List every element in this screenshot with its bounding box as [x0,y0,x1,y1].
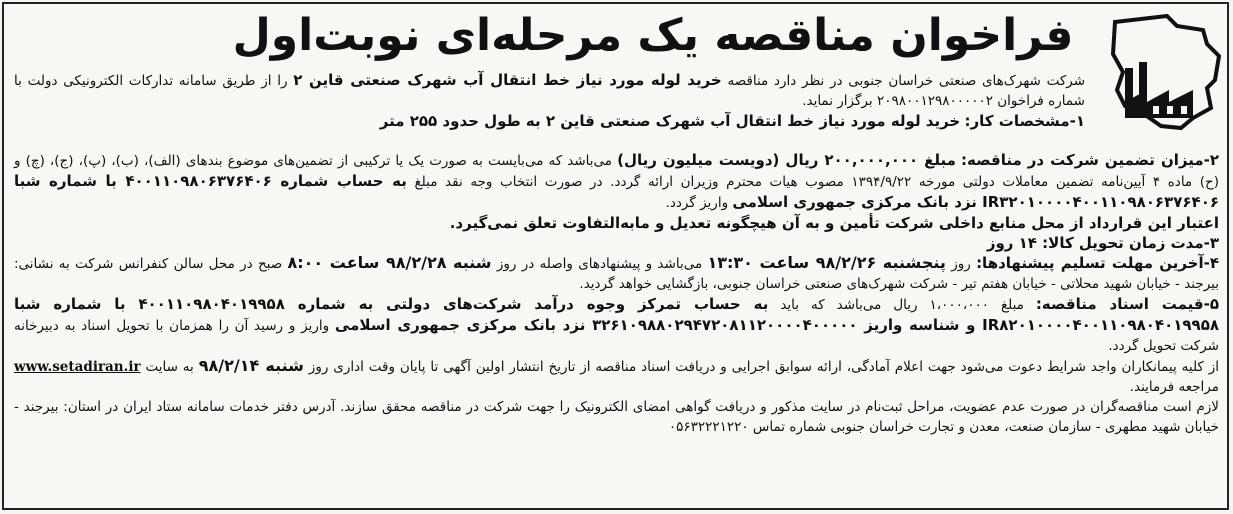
invite-paragraph [14,356,1219,397]
item-4-label: ۴-آخرین مهلت تسلیم پیشنهادها: [976,254,1220,272]
guarantee-amount: مبلغ ۲۰۰,۰۰۰,۰۰۰ ریال (دویست میلیون ریال) [617,151,956,169]
invite-text-3: مراجعه فرمایند. [1129,379,1219,395]
factory-map-logo-icon [1107,10,1225,138]
item-1-label: ۱-مشخصات کار: [964,112,1085,130]
item-2-text: می‌باشد که می‌بایست به صورت یک یا ترکیبی از تضمین‌های موضوع بندهای (الف)، (ب)، (پ)، (ج)، (چ) و (ح) ماده ۴ آیین‌نامه تضمین معاملات دولتی مورخه ۱۳۹۴/۹/۲۲ مصوب هیات محترم وزیران ارائه گردد. در صورت انتخاب وجه نقد مبلغ [14,153,1220,190]
notice-body-lower [14,150,1219,437]
intro-text: شرکت شهرک‌های صنعتی خراسان جنوبی در نظر دارد مناقصه [727,73,1086,89]
intro-paragraph [14,70,1085,111]
item-2-label: ۲-میزان تضمین شرکت در مناقصه: [961,151,1220,169]
invite-date: شنبه ۹۸/۲/۱۴ [198,356,304,375]
opening-date: شنبه ۹۸/۲/۲۸ ساعت ۸:۰۰ [287,253,492,272]
submission-deadline: پنجشنبه ۹۸/۲/۲۶ ساعت ۱۳:۳۰ [707,253,946,272]
item-2 [14,150,1219,213]
setadiran-link[interactable]: www.setadiran.ir [14,359,141,375]
item-4 [14,253,1219,294]
guarantee-account: به حساب شماره ۴۰۰۱۱۰۹۸۰۶۳۷۶۴۰۶ با شماره شبا IR۳۲۰۱۰۰۰۰۴۰۰۱۱۰۹۸۰۶۳۷۶۴۰۶ نزد بانک مرکزی جمهوری اسلامی [14,172,1219,211]
item-1-text: خرید لوله مورد نیاز خط انتقال آب شهرک صنعتی قاین ۲ به طول حدود ۲۵۵ متر [379,112,961,130]
item-4-prefix: روز [951,256,971,272]
notice-title: فراخوان مناقصه یک مرحله‌ای نوبت‌اول [232,10,1074,61]
intro-text-2: را از طریق سامانه تدارکات الکترونیکی دولت با شماره فراخوان ۲۰۹۸۰۰۱۲۹۸۰۰۰۰۰۲ برگزار نماید. [14,73,1085,109]
item-5 [14,294,1219,356]
payment-account: به حساب تمرکز وجوه درآمد شرکت‌های دولتی به شماره ۴۰۰۱۱۰۹۸۰۴۰۱۹۹۵۸ با شماره شبا IR۸۲۰۱۰۰۰۰۴۰۰۱۱۰۹۸۰۴۰۱۹۹۵۸ و شناسه واریز ۳۲۶۱۰۹۸۸۰۲۹۴۷۲۰۸۱۱۲۰۰۰۰۴۰۰۰۰۰ نزد بانک مرکزی جمهوری اسلامی [14,295,1219,334]
invite-text: از کلیه پیمانکاران واجد شرایط دعوت می‌شود جهت اعلام آمادگی، ارائه سوابق اجرایی و دریافت اسناد مناقصه از تاریخ انتشار اولین آگهی تا پایان وقت اداری روز [308,359,1219,375]
credit-note: اعتبار این قرارداد از محل منابع داخلی شرکت تأمین و به آن هیچگونه تعدیل و مابه‌التفاوت تعلق نمی‌گیرد. [449,214,1219,232]
intro-subject: خرید لوله مورد نیاز خط انتقال آب شهرک صنعتی قاین ۲ [293,71,722,89]
item-1 [14,111,1085,132]
footer-note: لازم است مناقصه‌گران در صورت عدم عضویت، مراحل ثبت‌نام در سایت مذکور و دریافت گواهی امضای الکترونیک را جهت شرکت در مناقصه محقق سازند. آدرس دفتر خدمات سامانه ستاد ایران در استان: بیرجند - خیابان شهید مطهری - سازمان صنعت، معدن و تجارت خراسان جنوبی شماره تماس ۰۵۶۳۲۲۲۱۲۲۰ [14,399,1219,435]
item-5-text: واریز و رسید آن را همزمان با تحویل اسناد به دبیرخانه شرکت تحویل گردد. [14,318,1219,354]
document-price: مبلغ ۱،۰۰۰،۰۰۰ ریال [893,297,1024,313]
item-4-text: صبح در محل سالن کنفرانس شرکت به نشانی: بیرجند - خیابان شهید محلاتی - خیابان هفتم تیر - شرکت شهرک‌های صنعتی خراسان جنوبی، بازگشایی خواهد گردید. [14,256,1219,292]
item-5-mid: می‌باشد که باید [780,297,882,313]
item-2-text-2: واریز گردد. [665,195,729,211]
item-3: ۳-مدت زمان تحویل کالا: ۱۴ روز [986,234,1219,252]
invite-text-2: به سایت [145,359,194,375]
item-5-label: ۵-قیمت اسناد مناقصه: [1035,295,1219,313]
notice-body [14,70,1085,132]
item-4-mid: می‌باشد و پیشنهادهای واصله در روز [496,256,703,272]
